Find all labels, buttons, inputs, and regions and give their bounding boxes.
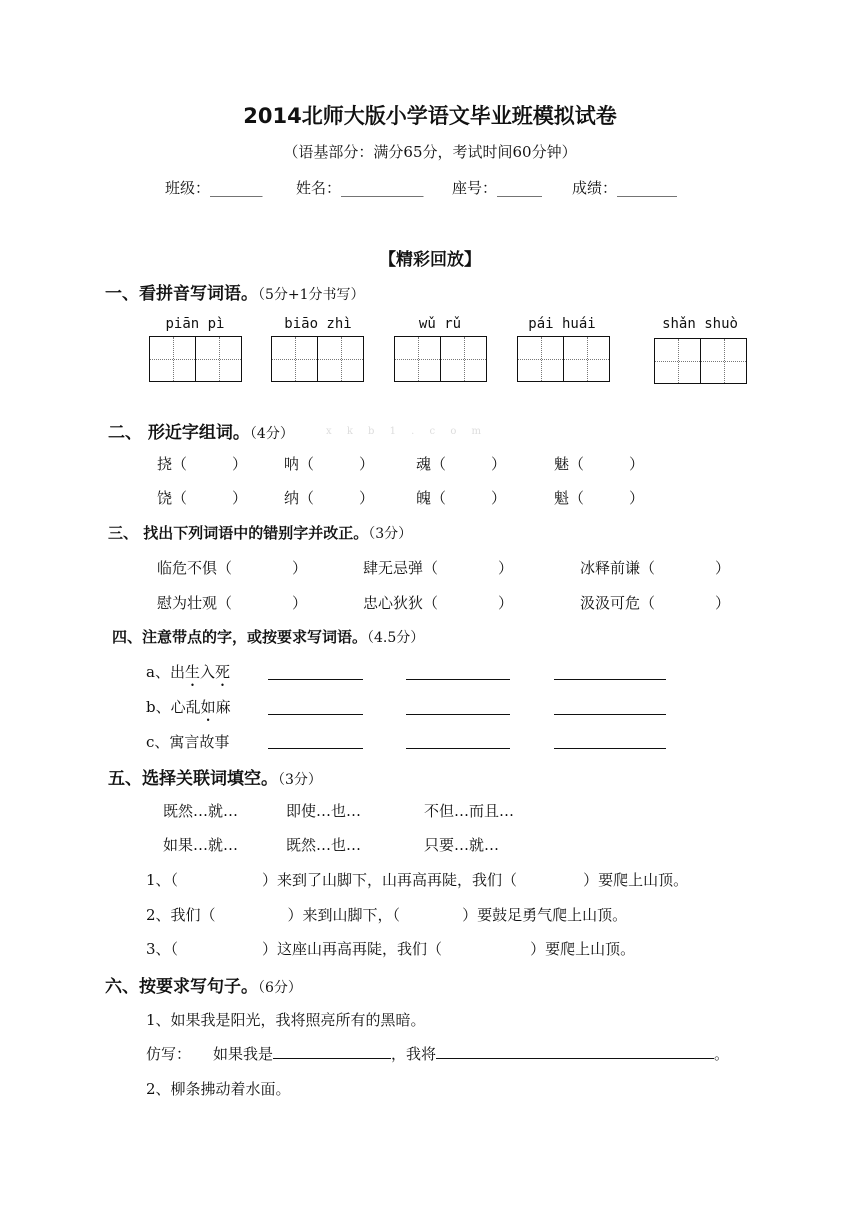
s5-q1: 1、（ ）来到了山脚下，山再高再陡，我们（ ）要爬上山顶。 [146, 871, 689, 889]
s3-item[interactable]: 冰释前谦（ ） [580, 559, 731, 577]
s4-item-a: a、出生入死 [146, 663, 230, 681]
grid-cell[interactable] [272, 337, 317, 381]
s2-item[interactable]: 魁（ ） [554, 489, 645, 507]
grid-cell[interactable] [395, 337, 440, 381]
pinyin-4: pái huái [528, 316, 596, 332]
score-field[interactable]: 成绩：________ [572, 179, 678, 197]
pinyin-3: wǔ rǔ [418, 316, 462, 332]
section-5-points: （3分） [278, 772, 322, 788]
section-3-heading [108, 522, 412, 543]
page-subtitle: （语基部分：满分65分，考试时间60分钟） [283, 143, 577, 161]
grid-cell[interactable] [317, 337, 363, 381]
option: 既然…也… [286, 836, 362, 854]
option: 既然…就… [163, 802, 239, 820]
s2-item[interactable]: 挠（ ） [157, 455, 248, 473]
section-6-title: 六、按要求写句子。 [105, 977, 258, 997]
tianzige-box-2[interactable] [271, 336, 364, 382]
answer-line[interactable] [406, 714, 510, 715]
answer-line[interactable] [268, 679, 363, 680]
grid-cell[interactable] [518, 337, 563, 381]
section-5-title: 五、选择关联词填空。 [108, 769, 278, 789]
page-title: 2014北师大版小学语文毕业班模拟试卷 [243, 104, 617, 128]
section-6-points: （6分） [258, 980, 302, 996]
section-2-title: 二、 形近字组词。 [108, 423, 250, 443]
s3-item[interactable]: 临危不俱（ ） [157, 559, 308, 577]
s3-item[interactable]: 汲汲可危（ ） [580, 594, 731, 612]
section-2-points: （4分） [249, 426, 294, 442]
class-field[interactable]: 班级：_______ [165, 179, 263, 197]
answer-line[interactable] [406, 679, 510, 680]
answer-line[interactable] [554, 679, 666, 680]
section-5-heading [108, 764, 322, 789]
pinyin-2: biāo zhì [284, 316, 352, 332]
grid-cell[interactable] [195, 337, 241, 381]
grid-cell[interactable] [700, 339, 746, 383]
option: 只要…就… [424, 836, 500, 854]
s5-q3: 3、（ ）这座山再高再陡，我们（ ）要爬上山顶。 [146, 940, 636, 958]
tianzige-box-5[interactable] [654, 338, 747, 384]
answer-line[interactable] [406, 748, 510, 749]
s2-item[interactable]: 纳（ ） [284, 489, 375, 507]
tianzige-box-1[interactable] [149, 336, 242, 382]
s6-q1: 1、如果我是阳光，我将照亮所有的黑暗。 [146, 1011, 426, 1029]
section-3-title: 三、 找出下列词语中的错别字并改正。 [108, 524, 369, 542]
grid-cell[interactable] [655, 339, 700, 383]
name-field[interactable]: 姓名：___________ [296, 179, 424, 197]
s3-item[interactable]: 肆无忌弹（ ） [363, 559, 514, 577]
option: 如果…就… [163, 836, 239, 854]
s2-item[interactable]: 魅（ ） [554, 455, 645, 473]
s2-item[interactable]: 饶（ ） [157, 489, 248, 507]
s2-item[interactable]: 魂（ ） [416, 455, 507, 473]
tianzige-box-3[interactable] [394, 336, 487, 382]
s2-item[interactable]: 魄（ ） [416, 489, 507, 507]
section-1-title: 一、看拼音写词语。 [105, 284, 258, 304]
section-6-heading [105, 972, 302, 997]
s3-item[interactable]: 慰为壮观（ ） [157, 594, 308, 612]
section-3-points: （3分） [368, 526, 413, 542]
section-1-heading [105, 279, 365, 304]
option: 即使…也… [286, 802, 362, 820]
grid-cell[interactable] [563, 337, 609, 381]
tianzige-box-4[interactable] [517, 336, 610, 382]
s5-q2: 2、我们（ ）来到山脚下，（ ）要鼓足勇气爬上山顶。 [146, 906, 628, 924]
section-4-points: （4.5分） [367, 630, 425, 646]
s6-imitate: 仿写： 如果我是 ，我将 。 [146, 1045, 730, 1063]
s4-item-b: b、心乱如麻 [146, 698, 231, 716]
s3-item[interactable]: 忠心狄狄（ ） [363, 594, 514, 612]
answer-line[interactable] [554, 714, 666, 715]
grid-cell[interactable] [440, 337, 486, 381]
option: 不但…而且… [424, 802, 515, 820]
pinyin-5: shǎn shuò [662, 316, 738, 332]
seat-field[interactable]: 座号：______ [452, 179, 543, 197]
section-4-heading [112, 626, 424, 647]
grid-cell[interactable] [150, 337, 195, 381]
section-2-heading [108, 418, 294, 443]
s2-item[interactable]: 呐（ ） [284, 455, 375, 473]
review-heading: 【精彩回放】 [379, 250, 481, 270]
section-1-points: （5分+1分书写） [258, 287, 365, 303]
answer-line[interactable] [268, 714, 363, 715]
answer-line[interactable] [554, 748, 666, 749]
s4-item-c: c、寓言故事 [146, 733, 230, 751]
s6-q2: 2、柳条拂动着水面。 [146, 1080, 291, 1098]
section-4-title: 四、注意带点的字，或按要求写词语。 [112, 628, 368, 646]
watermark: x k b 1 . c o m [326, 426, 487, 437]
answer-line[interactable] [268, 748, 363, 749]
pinyin-1: piān pì [165, 316, 225, 332]
